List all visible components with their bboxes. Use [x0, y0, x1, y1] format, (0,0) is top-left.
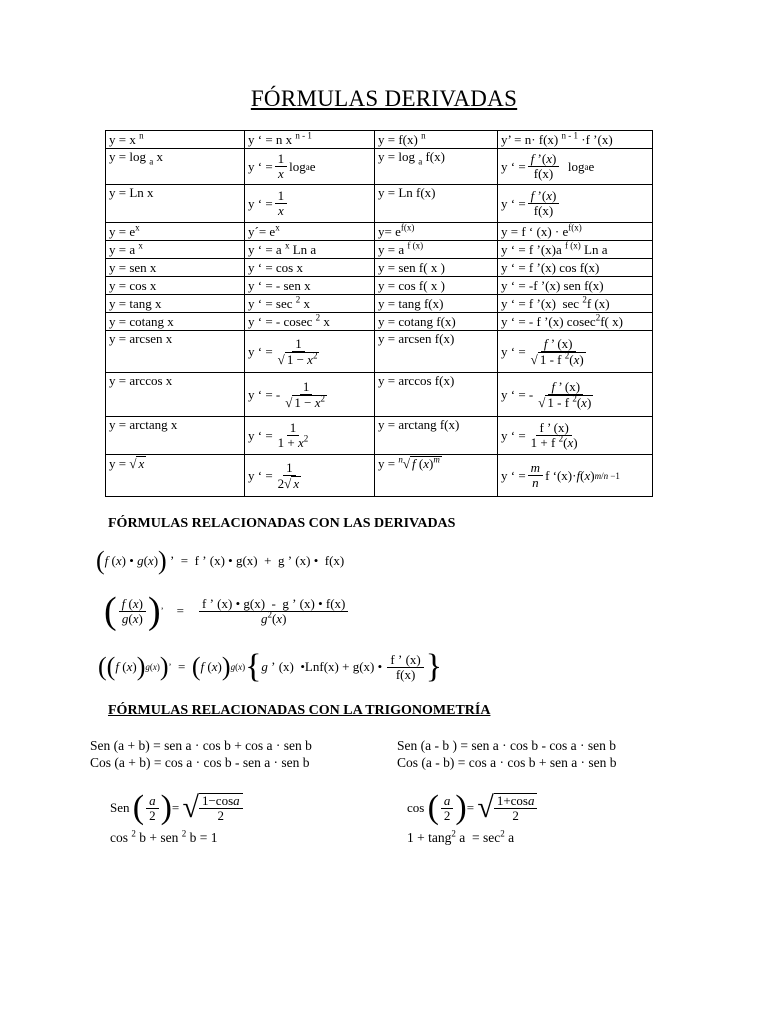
table-row	[106, 259, 653, 277]
table-row	[106, 331, 653, 373]
table-cell: y = sen x	[106, 259, 245, 277]
table-cell: y = cotang f(x)	[375, 313, 498, 331]
table-cell: y ‘ = $\frac{f ’ (x)}{1 + f ^2(x)}$	[498, 417, 653, 455]
table-cell: y = cos x	[106, 277, 245, 295]
table-cell: y ‘ = - $\frac{1}{√ 1 - x^2}$	[245, 373, 375, 417]
table-cell: y´= $e^x$	[245, 223, 375, 241]
table-cell: y = sen f( x )	[375, 259, 498, 277]
table-cell: y = $^n$√ f $(x)^m$	[375, 455, 498, 497]
table-row	[106, 241, 653, 259]
power-exponential-rule: ( ( f ( x ) ) g(x) ) ’ = ( f ( x ) ) g(x) { g ’ (x) •Lnf(x) + g(x) • $\frac{f ’ (x)}{f(x)}$ }	[98, 648, 443, 685]
quotient-rule: ( $\frac{f (x)}{g(x)}$ ) ’ = $\frac{f ’ (x) • g(x) - g ’ (x) • f(x)}{g^2(x)}$	[104, 588, 350, 634]
table-row	[106, 185, 653, 223]
table-cell: y = arctang f(x)	[375, 417, 498, 455]
table-cell: y ‘ = $\frac{f ’(x)}{f(x)}$ log a e	[498, 149, 653, 185]
table-row	[106, 373, 653, 417]
table-row	[106, 455, 653, 497]
table-cell: $y = e^x$	[106, 223, 245, 241]
table-cell: y = f(x) $^n$	[375, 131, 498, 149]
table-cell: y = arccos x	[106, 373, 245, 417]
table-cell: y ‘ = - cosec $^2$ x	[245, 313, 375, 331]
half-angle-sine: Sen ( $\frac{a}{2}$ ) = √ $\frac{1-\cos a}{2}$	[110, 788, 245, 828]
table-row	[106, 295, 653, 313]
table-cell: y = log $_a$ x	[106, 149, 245, 185]
table-cell: y ‘ = cos x	[245, 259, 375, 277]
table-cell: y ‘ = f ’(x)a $^{f (x)}$ Ln a	[498, 241, 653, 259]
table-cell: y ‘ = - f ’(x) cosec$^2$f( x)	[498, 313, 653, 331]
table-cell: $y= e^{f(x)}$	[375, 223, 498, 241]
table-cell: y ‘ = $\frac{1}{√ 1 - x^2}$	[245, 331, 375, 373]
table-cell: y ‘ = - sen x	[245, 277, 375, 295]
table-cell: y = arcsen f(x)	[375, 331, 498, 373]
table-cell: y = arctang x	[106, 417, 245, 455]
table-cell: y = cotang x	[106, 313, 245, 331]
section-trig-heading: FÓRMULAS RELACIONADAS CON LA TRIGONOMETRÍA	[108, 703, 491, 718]
table-row	[106, 131, 653, 149]
table-row	[106, 313, 653, 331]
table-cell: y = x $^n$	[106, 131, 245, 149]
table-row	[106, 277, 653, 295]
table-cell: y ‘ = $\frac{1}{2√ x}$	[245, 455, 375, 497]
derivatives-table	[105, 130, 653, 497]
table-cell: y = arccos f(x)	[375, 373, 498, 417]
trig-sum-sine: Sen (a + b) = sen a · cos b + cos a · sen b	[90, 738, 312, 753]
table-cell: y = arcsen x	[106, 331, 245, 373]
half-angle-cosine: cos ( $\frac{a}{2}$ ) = √ $\frac{1+\cos a}{2}$	[407, 788, 539, 828]
table-cell: y = tang f(x)	[375, 295, 498, 313]
table-row	[106, 149, 653, 185]
table-cell: y ‘ = a $^x$ Ln a	[245, 241, 375, 259]
table-cell: y ‘ = - $\frac{f ’ (x)}{√ 1 - f ^2(x)}$	[498, 373, 653, 417]
section-related-heading: FÓRMULAS RELACIONADAS CON LAS DERIVADAS	[108, 516, 456, 531]
table-cell: y = a $^x$	[106, 241, 245, 259]
table-cell: y = a $^{f (x)}$	[375, 241, 498, 259]
table-cell: y ‘ = -f ’(x) sen f(x)	[498, 277, 653, 295]
table-cell: y = tang x	[106, 295, 245, 313]
product-rule: ( f ( x ) • g ( x ) ) ’ = f ’ (x) • g(x) + g ’ (x) • f(x)	[96, 546, 345, 575]
table-row	[106, 417, 653, 455]
table-cell: y ‘ = $\frac{f ’ (x)}{√ 1 - f ^2(x)}$	[498, 331, 653, 373]
tangent-secant-identity: 1 + tang$^2$ $a = \sec^2 a$	[407, 828, 515, 845]
table-cell: y’ = n· f(x) $^{n - 1}$ ·f ’(x)	[498, 131, 653, 149]
page-title: FÓRMULAS DERIVADAS	[250, 86, 518, 111]
table-cell: y ‘ = f ’(x) sec $^2$f (x)	[498, 295, 653, 313]
trig-diff-sine: Sen (a - b ) = sen a · cos b - cos a · sen b	[397, 738, 617, 753]
table-cell: y ‘ = $\frac{1}{x}$	[245, 185, 375, 223]
trig-diff-cosine: Cos (a - b) = cos a · cos b + sen a · sen b	[397, 755, 617, 770]
table-cell: y ‘ = $\frac{1}{x}$ log a e	[245, 149, 375, 185]
table-cell: y ‘ = $\frac{m}{n}$ f ‘(x)· f ( x ) m/n −1	[498, 455, 653, 497]
table-cell: y = log $_a$ f(x)	[375, 149, 498, 185]
table-cell: y = Ln x	[106, 185, 245, 223]
table-cell: y ‘ = $\frac{1}{1 + x^2}$	[245, 417, 375, 455]
trig-sum-cosine: Cos (a + b) = cos a · cos b - sen a · sen b	[90, 755, 310, 770]
table-cell: y ‘ = n x $^{n - 1}$	[245, 131, 375, 149]
table-cell: y ‘ = f ’(x) cos f(x)	[498, 259, 653, 277]
table-cell: y = cos f( x )	[375, 277, 498, 295]
table-cell: y = f ‘ $(x) \cdot e^{f(x)}$	[498, 223, 653, 241]
table-cell: y ‘ = sec $^2$ x	[245, 295, 375, 313]
table-cell: y = Ln f(x)	[375, 185, 498, 223]
table-row	[106, 223, 653, 241]
table-cell: y = √ x	[106, 455, 245, 497]
pythagorean-identity: cos $^2$ b + sen $^2$ b = 1	[110, 828, 218, 845]
table-cell: y ‘ = $\frac{f ’(x)}{f(x)}$	[498, 185, 653, 223]
